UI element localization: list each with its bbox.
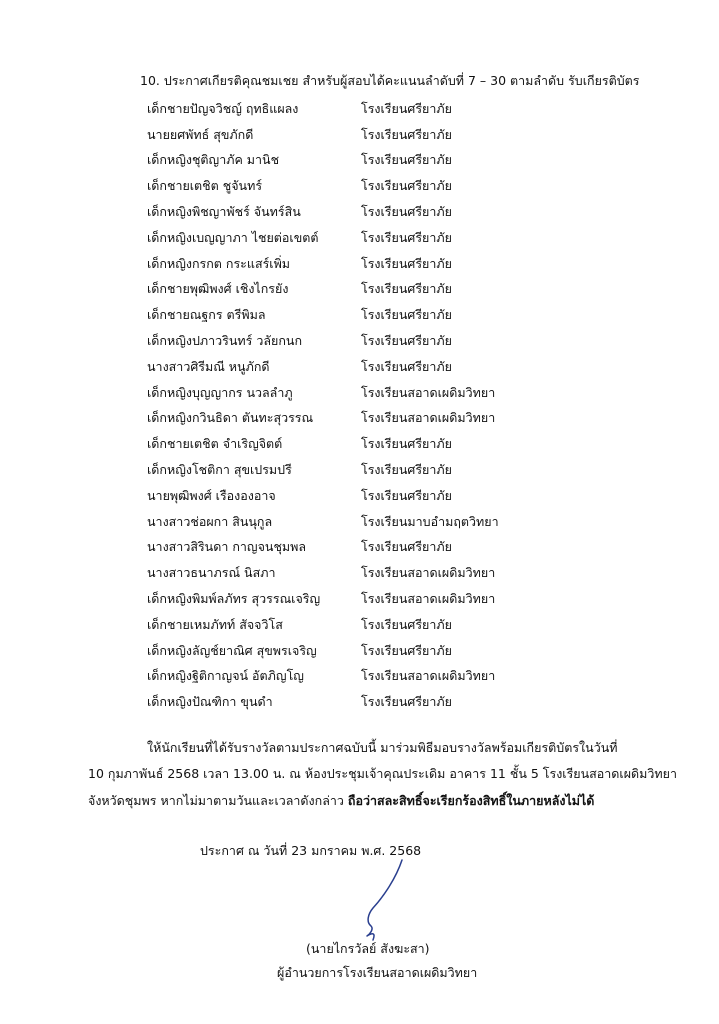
signature-icon: [340, 856, 430, 946]
school-name: โรงเรียนสอาดเผดิมวิทยา: [361, 668, 496, 684]
student-name: นายพุฒิพงศ์ เรืององอาจ: [147, 487, 276, 503]
recipient-row: [147, 277, 499, 303]
student-name: เด็กชายพุฒิพงศ์ เชิงไกรยัง: [147, 281, 289, 297]
recipient-row: [147, 96, 499, 122]
student-name: นางสาวสิรินดา กาญจนชุมพล: [147, 539, 307, 555]
recipient-row: [147, 664, 499, 690]
school-name: โรงเรียนศรียาภัย: [361, 204, 452, 220]
instruction-line-2: 10 กุมภาพันธ์ 2568 เวลา 13.00 น. ณ ห้องประชุมเจ้าคุณประเดิม อาคาร 11 ชั้น 5 โรงเรียนสอาดเผดิมวิทยา: [88, 766, 677, 781]
recipient-row: [147, 689, 499, 715]
school-name: โรงเรียนสอาดเผดิมวิทยา: [361, 410, 496, 426]
school-name: โรงเรียนสอาดเผดิมวิทยา: [361, 565, 496, 581]
school-name: โรงเรียนศรียาภัย: [361, 307, 452, 323]
recipient-row: [147, 483, 499, 509]
recipient-row: [147, 380, 499, 406]
recipient-row: [147, 251, 499, 277]
student-name: เด็กหญิงกรกต กระแสร์เพิ่ม: [147, 255, 291, 271]
school-name: โรงเรียนศรียาภัย: [361, 255, 452, 271]
school-name: โรงเรียนศรียาภัย: [361, 358, 452, 374]
student-name: นางสาวธนาภรณ์ นิสภา: [147, 565, 276, 581]
student-name: เด็กหญิงพิมพ์ลภัทร สุวรรณเจริญ: [147, 591, 321, 607]
student-name: นางสาวช่อผกา สินนุกูล: [147, 513, 273, 529]
student-name: เด็กหญิงฐิติกาญจน์ อัตภิญโญ: [147, 668, 304, 684]
recipient-row: [147, 302, 499, 328]
school-name: โรงเรียนศรียาภัย: [361, 126, 452, 142]
school-name: โรงเรียนศรียาภัย: [361, 333, 452, 349]
student-name: นางสาวศิรีมณี หนูภักดี: [147, 358, 270, 374]
recipient-row: [147, 612, 499, 638]
forfeit-warning: ถือว่าสละสิทธิ์จะเรียกร้องสิทธิ์ในภายหลังไม่ได้: [347, 793, 595, 808]
signer-title: ผู้อำนวยการโรงเรียนสอาดเผดิมวิทยา: [277, 965, 478, 980]
recipient-row: [147, 148, 499, 174]
recipient-list: [147, 96, 499, 715]
school-name: โรงเรียนศรียาภัย: [361, 462, 452, 478]
student-name: นายยศพัทธ์ สุขภักดี: [147, 126, 254, 142]
student-name: เด็กหญิงลัญช์ยาณิศ สุขพรเจริญ: [147, 642, 317, 658]
student-name: เด็กชายปัญจวิชญ์ ฤทธิแผลง: [147, 100, 299, 116]
recipient-row: [147, 122, 499, 148]
school-name: โรงเรียนศรียาภัย: [361, 100, 452, 116]
school-name: โรงเรียนศรียาภัย: [361, 281, 452, 297]
school-name: โรงเรียนศรียาภัย: [361, 229, 452, 245]
student-name: เด็กหญิงกวินธิดา ตันทะสุวรรณ: [147, 410, 314, 426]
student-name: เด็กชายเตชิต จำเริญจิตต์: [147, 436, 283, 452]
student-name: เด็กหญิงเบญญาภา ไชยต่อเขตต์: [147, 229, 319, 245]
school-name: โรงเรียนศรียาภัย: [361, 616, 452, 632]
recipient-row: [147, 406, 499, 432]
school-name: โรงเรียนศรียาภัย: [361, 642, 452, 658]
student-name: เด็กหญิงปัณฑิกา ขุนดำ: [147, 694, 273, 710]
recipient-row: [147, 560, 499, 586]
recipient-row: [147, 509, 499, 535]
school-name: โรงเรียนศรียาภัย: [361, 694, 452, 710]
student-name: เด็กหญิงชุติญาภัค มานิช: [147, 152, 280, 168]
student-name: เด็กชายเหมภัทท์ สัจจวิโส: [147, 616, 283, 632]
recipient-row: [147, 225, 499, 251]
student-name: เด็กหญิงบุญญากร นวลลำภู: [147, 384, 293, 400]
instruction-line-3: [88, 791, 594, 811]
student-name: เด็กหญิงปภาวรินทร์ วลัยกนก: [147, 333, 303, 349]
student-name: เด็กหญิงโชติกา สุขเปรมปรี: [147, 462, 292, 478]
recipient-row: [147, 199, 499, 225]
section-heading: 10. ประกาศเกียรติคุณชมเชย สำหรับผู้สอบได้คะแนนลำดับที่ 7 – 30 ตามลำดับ รับเกียรติบัตร: [140, 73, 640, 88]
school-name: โรงเรียนมาบอำมฤตวิทยา: [361, 513, 499, 529]
recipient-row: [147, 354, 499, 380]
recipient-row: [147, 173, 499, 199]
student-name: เด็กชายเตชิต ชูจันทร์: [147, 178, 263, 194]
student-name: เด็กหญิงพิชญาพัชร์ จันทร์สิน: [147, 204, 301, 220]
recipient-row: [147, 535, 499, 561]
school-name: โรงเรียนสอาดเผดิมวิทยา: [361, 591, 496, 607]
announcement-date: ประกาศ ณ วันที่ 23 มกราคม พ.ศ. 2568: [200, 843, 422, 858]
recipient-row: [147, 431, 499, 457]
recipient-row: [147, 328, 499, 354]
recipient-row: [147, 638, 499, 664]
recipient-row: [147, 586, 499, 612]
instruction-line-1: ให้นักเรียนที่ได้รับรางวัลตามประกาศฉบับนี้ มาร่วมพิธีมอบรางวัลพร้อมเกียรติบัตรในวันที่: [147, 740, 618, 755]
school-name: โรงเรียนศรียาภัย: [361, 178, 452, 194]
recipient-row: [147, 457, 499, 483]
signer-name: (นายไกรวัลย์ สังฆะสา): [306, 941, 430, 956]
school-name: โรงเรียนศรียาภัย: [361, 436, 452, 452]
school-name: โรงเรียนศรียาภัย: [361, 539, 452, 555]
school-name: โรงเรียนศรียาภัย: [361, 487, 452, 503]
school-name: โรงเรียนสอาดเผดิมวิทยา: [361, 384, 496, 400]
school-name: โรงเรียนศรียาภัย: [361, 152, 452, 168]
instruction-line-3-text: จังหวัดชุมพร หากไม่มาตามวันและเวลาดังกล่าว: [88, 793, 348, 808]
student-name: เด็กชายณฐกร ตรีพิมล: [147, 307, 266, 323]
